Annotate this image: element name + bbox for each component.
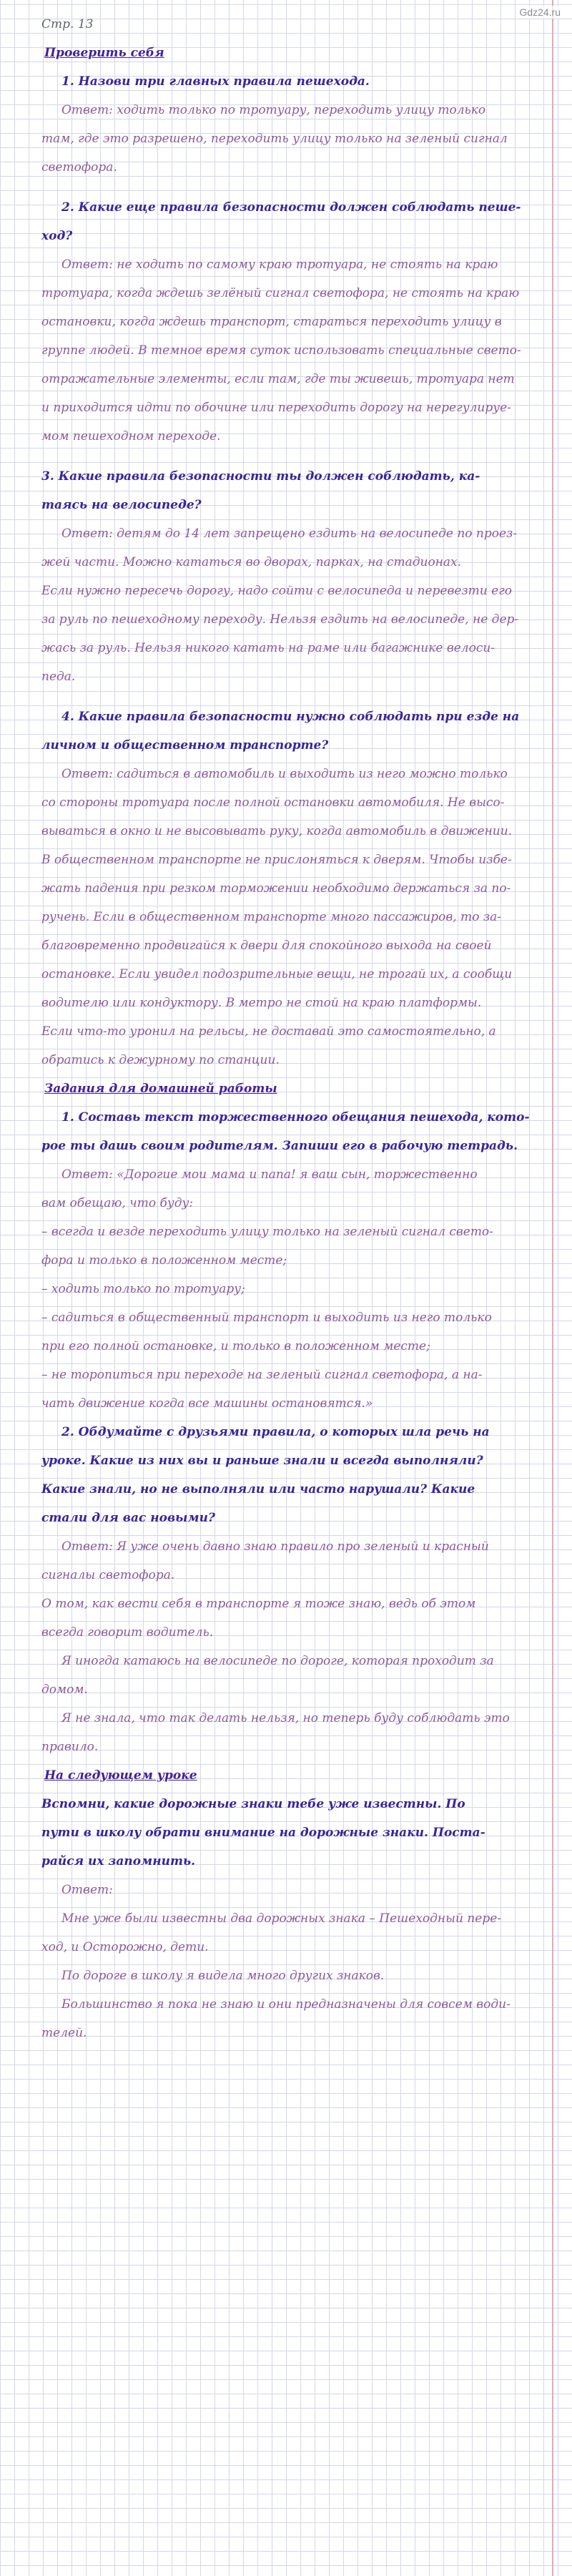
text-line: 1. Назови три главных правила пешехода. [61,74,370,89]
text-line: водителю или кондуктору. В метро не стой на краю платформы. [41,996,482,1010]
text-line: тротуара, когда ждешь зелёный сигнал светофора, не стоять на краю [41,286,520,300]
section-title-homework: Задания для домашней работы [44,1082,277,1096]
homework-answer-1-item-3 [41,1303,549,1361]
question-3 [41,462,549,519]
text-line: райся их запомнить. [41,1854,196,1869]
homework-task-2 [41,1418,549,1532]
homework-answer-2-part-2 [41,1590,549,1647]
page-label: Стр. 13 [41,17,94,31]
text-line: Какие знали, но не выполняли или часто нарушали? Какие [41,1482,475,1497]
answer-3 [41,519,549,691]
text-line: стали для вас новыми? [41,1511,215,1525]
text-line: Ответ: Я уже очень давно знаю правило про зеленый и красный [61,1539,489,1554]
notebook-page [41,10,549,2047]
text-line: Ответ: «Дорогие мои мама и папа! я ваш сын, торжественно [61,1167,478,1182]
text-line: 4. Какие правила безопасности нужно соблюдать при езде на [61,710,520,724]
text-line: чать движение когда все машины остановятся.» [41,1396,373,1411]
answer-2 [41,250,549,451]
text-line: таясь на велосипеде? [41,498,202,512]
question-4 [41,702,549,760]
text-line: правило. [41,1740,99,1754]
text-line: жей части. Можно кататься во дворах, парках, на стадионах. [41,555,462,569]
text-line: всегда говорит водитель. [41,1625,214,1640]
text-line: Большинство я пока не знаю и они предназначены для совсем води- [61,1997,511,2012]
text-line: Мне уже были известны два дорожных знака – Пешеходный пере- [61,1911,502,1926]
next-lesson-task [41,1790,549,1876]
text-line: ход, и Осторожно, дети. [41,1940,209,1954]
homework-answer-1-intro [41,1160,549,1218]
section-title-next-lesson: На следующем уроке [44,1768,197,1783]
next-lesson-answer-part-3 [41,1990,549,2047]
next-lesson-answer-label: Ответ: [61,1883,113,1897]
text-line: домом. [41,1683,88,1697]
site-watermark: Gdz24.ru [516,6,563,19]
homework-answer-1-item-1 [41,1218,549,1275]
text-line: Ответ: не ходить по самому краю тротуара, не стоять на краю [61,258,498,272]
text-line: Ответ: детям до 14 лет запрещено ездить на велосипеде по проез- [61,527,518,541]
text-line: 2. Какие еще правила безопасности должен соблюдать пеше- [61,200,521,215]
text-line: – не торопиться при переходе на зеленый сигнал светофора, а на- [41,1368,483,1382]
homework-answer-2-part-1 [41,1532,549,1590]
text-line: телей. [41,2026,87,2040]
text-line: Если что-то уронил на рельсы, не доставай это самостоятельно, а [41,1024,496,1039]
text-line: пути в школу обрати внимание на дорожные знаки. Поста- [41,1826,485,1840]
text-line: вываться в окно и не высовывать руку, когда автомобиль в движении. [41,824,513,838]
text-line: мом пешеходном переходе. [41,429,221,444]
text-line: О том, как вести себя в транспорте я тоже знаю, ведь об этом [41,1597,476,1611]
text-line: – всегда и везде переходить улицу только на зеленый сигнал свето- [41,1225,493,1239]
text-line: группе людей. В темное время суток использовать специальные свето- [41,343,521,358]
section-title-check-yourself: Проверить себя [44,46,164,60]
text-line: личном и общественном транспорте? [41,738,329,753]
text-line: благовременно продвигайся к двери для спокойного выхода на своей [41,939,492,953]
text-line: Если нужно пересечь дорогу, надо сойти с велосипеда и перевезти его [41,584,513,598]
text-line: вам обещаю, что буду: [41,1196,194,1210]
text-line: ручень. Если в общественном транспорте много пассажиров, то за- [41,910,501,924]
text-line: обратись к дежурному по станции. [41,1053,280,1067]
homework-task-1 [41,1103,549,1160]
text-line: – садиться в общественный транспорт и выходить из него только [41,1311,492,1325]
text-line: за руль по пешеходному переходу. Нельзя ездить на велосипеде, не дер- [41,612,519,627]
text-line: Вспомни, какие дорожные знаки тебе уже известны. По [41,1797,465,1811]
text-line: 2. Обдумайте с друзьями правила, о которых шла речь на [61,1425,490,1439]
homework-answer-1-item-2 [41,1275,549,1303]
text-line: со стороны тротуара после полной остановки автомобиля. Не высо- [41,795,505,810]
question-1 [41,67,549,96]
text-line: остановке. Если увидел подозрительные вещи, не трогай их, а сообщи [41,967,513,981]
text-line: сигналы светофора. [41,1568,175,1582]
text-line: В общественном транспорте не прислоняться к дверям. Чтобы избе- [41,853,512,867]
homework-answer-1-item-4 [41,1361,549,1418]
text-line: педа. [41,670,76,684]
text-line: Ответ: ходить только по тротуару, переходить улицу только [61,103,486,117]
next-lesson-answer-part-2 [41,1962,549,1990]
homework-answer-2-part-3 [41,1647,549,1704]
text-line: жать падения при резком торможении необходимо держаться за по- [41,881,511,896]
notebook-margin-line [552,0,553,2576]
text-line: Я иногда катаюсь на велосипеде по дороге, которая проходит за [61,1654,494,1668]
text-line: 1. Составь текст торжественного обещания пешехода, кото- [61,1110,530,1125]
text-line: отражательные элементы, если там, где ты живешь, тротуара нет [41,372,515,386]
text-line: Ответ: садиться в автомобиль и выходить из него можно только [61,767,508,781]
text-line: 3. Какие правила безопасности ты должен соблюдать, ка- [41,469,480,484]
next-lesson-answer-part-1 [41,1904,549,1962]
question-2 [41,193,549,250]
homework-answer-2-part-4 [41,1704,549,1761]
text-line: ход? [41,229,73,243]
text-line: жась за руль. Нельзя никого катать на раме или багажнике велоси- [41,641,495,655]
text-line: и приходится идти по обочине или переходить дорогу на нерегулируе- [41,401,511,415]
text-line: – ходить только по тротуару; [41,1282,245,1296]
text-line: остановки, когда ждешь транспорт, стараться переходить улицу в [41,315,502,329]
text-line: светофора. [41,160,117,175]
text-line: при его полной остановке, и только в положенном месте; [41,1339,430,1353]
text-line: там, где это разрешено, переходить улицу только на зеленый сигнал [41,132,508,146]
text-line: фора и только в положенном месте; [41,1253,287,1268]
text-line: уроке. Какие из них вы и раньше знали и всегда выполняли? [41,1454,483,1468]
text-line: По дороге в школу я видела много других знаков. [61,1969,385,1983]
answer-4 [41,760,549,1074]
text-line: рое ты дашь своим родителям. Запиши его в рабочую тетрадь. [41,1139,518,1153]
text-line: Я не знала, что так делать нельзя, но теперь буду соблюдать это [61,1711,510,1725]
answer-1 [41,96,549,182]
